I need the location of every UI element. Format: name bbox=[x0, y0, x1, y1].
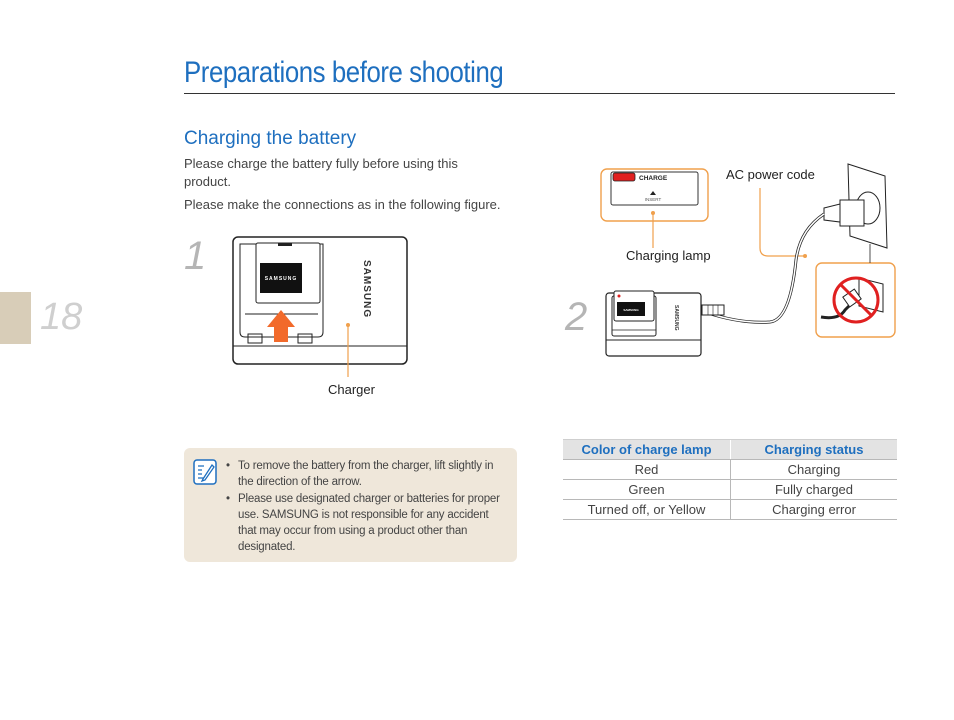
step-number-1: 1 bbox=[184, 234, 207, 278]
charger-label: Charger bbox=[328, 382, 375, 397]
note-item: • To remove the battery from the charger, lift slightly in the direction of the arrow. bbox=[226, 458, 508, 490]
note-item: • Please use designated charger or batteries for proper use. SAMSUNG is not responsible for any accident that may occur from using a product other than designated. bbox=[226, 491, 508, 555]
battery-brand: SAMSUNG bbox=[264, 276, 298, 282]
table-cell: Turned off, or Yellow bbox=[563, 500, 731, 520]
insert-text: INSERT bbox=[644, 197, 662, 202]
charge-lamp-small bbox=[618, 295, 621, 298]
page-side-tab bbox=[0, 292, 31, 344]
table-header: Color of charge lamp bbox=[563, 440, 731, 460]
table-cell: Fully charged bbox=[731, 480, 898, 500]
table-row bbox=[563, 460, 897, 480]
table-header: Charging status bbox=[731, 440, 898, 460]
table-row bbox=[563, 500, 897, 520]
charger-brand-2: SAMSUNG bbox=[673, 305, 679, 331]
charging-lamp-label: Charging lamp bbox=[626, 248, 711, 263]
table-cell: Charging bbox=[731, 460, 898, 480]
title-divider bbox=[184, 93, 895, 94]
table-cell: Red bbox=[563, 460, 731, 480]
page-number: 18 bbox=[40, 296, 83, 338]
intro-paragraph: Please charge the battery fully before using this product. bbox=[184, 156, 458, 189]
table-cell: Charging error bbox=[731, 500, 898, 520]
instruction-paragraph: Please make the connections as in the following figure. bbox=[184, 197, 501, 212]
table-header-row bbox=[563, 440, 897, 460]
plug bbox=[840, 200, 864, 226]
note-list bbox=[226, 458, 508, 556]
charge-text: CHARGE bbox=[639, 175, 668, 182]
warning-callout bbox=[815, 262, 897, 340]
section-heading: Charging the battery bbox=[184, 128, 357, 149]
charger-brand: SAMSUNG bbox=[361, 260, 372, 319]
battery-brand-2: SAMSUNG bbox=[623, 308, 639, 312]
page-title: Preparations before shooting bbox=[184, 56, 504, 89]
table-cell: Green bbox=[563, 480, 731, 500]
table-row bbox=[563, 480, 897, 500]
step-number-2: 2 bbox=[565, 295, 588, 339]
ac-power-code-label: AC power code bbox=[726, 167, 815, 182]
charger-illustration bbox=[230, 234, 410, 369]
note-icon bbox=[193, 459, 217, 485]
charge-status-table bbox=[563, 439, 897, 520]
